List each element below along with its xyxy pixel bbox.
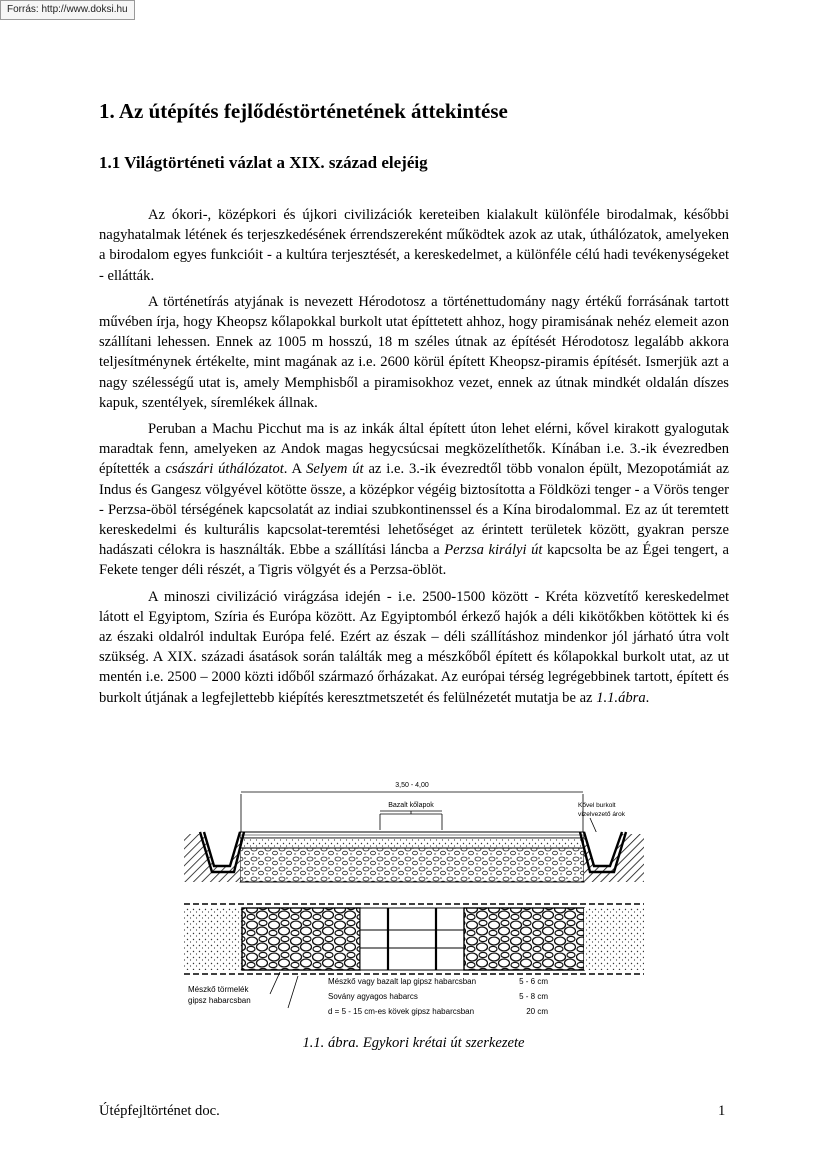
emphasis-persian-royal-road: Perzsa királyi út <box>444 542 543 559</box>
layer-2-label: Sovány agyagos habarcs <box>328 992 418 1001</box>
paragraph-1: Az ókori-, középkori és újkori civilizációk kereteiben kialakult különféle birodalmak, későbbi nagyhatalmak létének és terjeszkedésének érrendszereként működtek azok az utak, úthálózatok, amelyeken a birodalom egyes funkcióit - a kultúra terjesztését, a kereskedelmet, a különféle célú hadi tevékenységeket - ellátták. <box>99 207 729 284</box>
paragraph-3-text: az i.e. 3.-ik évezredtől több vonalon épült, Mezopotámiát az Indus és Gangesz völgyével kötötte össze, a középkor végéig biztosította a Földközi tenger - a Vörös tenger - Perzsa-öböl térségének kapcsolatát az indiai szubkontinenssel és a Kína birodalommal. Ez az út teremtett kereskedelmi és kulturális kapcsolat-teremtési lehetőséget az érintett területek között, gyakran persze hadászati célokra is használták. Ebbe a szállítási láncba a <box>99 461 729 559</box>
paragraph-2: A történetírás atyjának is nevezett Hérodotosz a történettudomány nagy értékű forrásának tartott művében írja, hogy Kheopsz kőlapokkal burkolt utat építtetett ahhoz, hogy piramisának nehéz elemeit azon szállítani lehessen. Ennek az 1005 m hosszú, 18 m széles útnak az építését Hérodotosz legalább akkora teljesítménynek értékelte, mint magának az i.e. 2600 körül épített Kheopsz-piramis építését. Ismerjük azt a nagy szélességű utat is, amely Memphisből a piramisokhoz vezet, ennek az útnak mindkét oldalán díszes kapuk, szentélyek, síremlékek állnak. <box>99 293 729 411</box>
layer-1-label: Mészkő vagy bazalt lap gipsz habarcsban <box>328 977 477 986</box>
paragraph-4 <box>99 587 729 708</box>
paragraph-4-text: A minoszi civilizáció virágzása idején - i.e. 2500-1500 között - Kréta közvetítő kereskedelmet látott el Egyiptom, Szíria és Európa között. Az Egyiptomból érkező hajók a déli kikötőkben kötöttek ki és az északi oldalról indultak Európa felé. Ezért az észak – déli szállításhoz mindenkor jól járható útra volt szükség. A XIX. századi ásatások során találták meg a mészkőből épített és kőlapokkal burkolt utat, az ut mentén i.e. 2500 – 2000 közti időből származó őrházakat. Az európai térség legrégebbinek tartott, épített és burkolt útjának a legfejlettebb kiépítés keresztmetszetét és felülnézetét mutatja be az <box>99 588 729 706</box>
figure-reference: 1.1.ábra <box>596 689 646 706</box>
paragraph-3-text: . A <box>283 461 307 478</box>
ditch-label: vízelvezető árok <box>578 811 625 818</box>
emphasis-silk-road: Selyem út <box>306 461 364 478</box>
dimension-label: 3,50 - 4,00 <box>395 782 429 789</box>
road-cross-section-figure <box>180 776 648 1028</box>
paragraph-3-text: Peruban a Machu Picchut ma is az inkák által épített úton lehet elérni, kővel kirakott gyalogutak maradtak fenn, amelyeken az Andok magas hegycsúcsai megközelíthetők. Kínában i.e. 3.-ik évezredben építették a <box>99 421 729 478</box>
layer-2-value: 5 - 8 cm <box>519 992 548 1001</box>
layer-1-value: 5 - 6 cm <box>519 977 548 986</box>
section-title: 1.1 Világtörténeti vázlat a XIX. század elejéig <box>99 153 428 172</box>
paragraph-3 <box>99 419 729 581</box>
left-label: gipsz habarcsban <box>188 996 251 1005</box>
page-title: 1. Az útépítés fejlődéstörténetének áttekintése <box>99 99 508 123</box>
paragraph-3-text: kapcsolta be az Égei tengert, a Fekete tenger déli részét, a Tigris völgyét és a Perzsa-öblöt. <box>99 542 730 579</box>
left-label: Mészkő törmelék <box>188 985 249 994</box>
emphasis-imperial-network: császári úthálózatot <box>165 461 284 478</box>
layer-3-value: 20 cm <box>526 1007 548 1016</box>
paragraph-4-text: . <box>645 689 650 706</box>
page-number: 1 <box>718 1103 726 1119</box>
ditch-label: Kővel burkolt <box>578 802 616 809</box>
footer-filename: Útépfejltörténet doc. <box>99 1103 220 1119</box>
top-layer-label: Bazalt kőlapok <box>388 802 434 809</box>
source-label: Forrás: http://www.doksi.hu <box>0 0 135 20</box>
layer-3-label: d = 5 - 15 cm-es kövek gipsz habarcsban <box>328 1007 475 1016</box>
figure-caption: 1.1. ábra. Egykori krétai út szerkezete <box>302 1035 525 1051</box>
body-text <box>99 205 729 714</box>
